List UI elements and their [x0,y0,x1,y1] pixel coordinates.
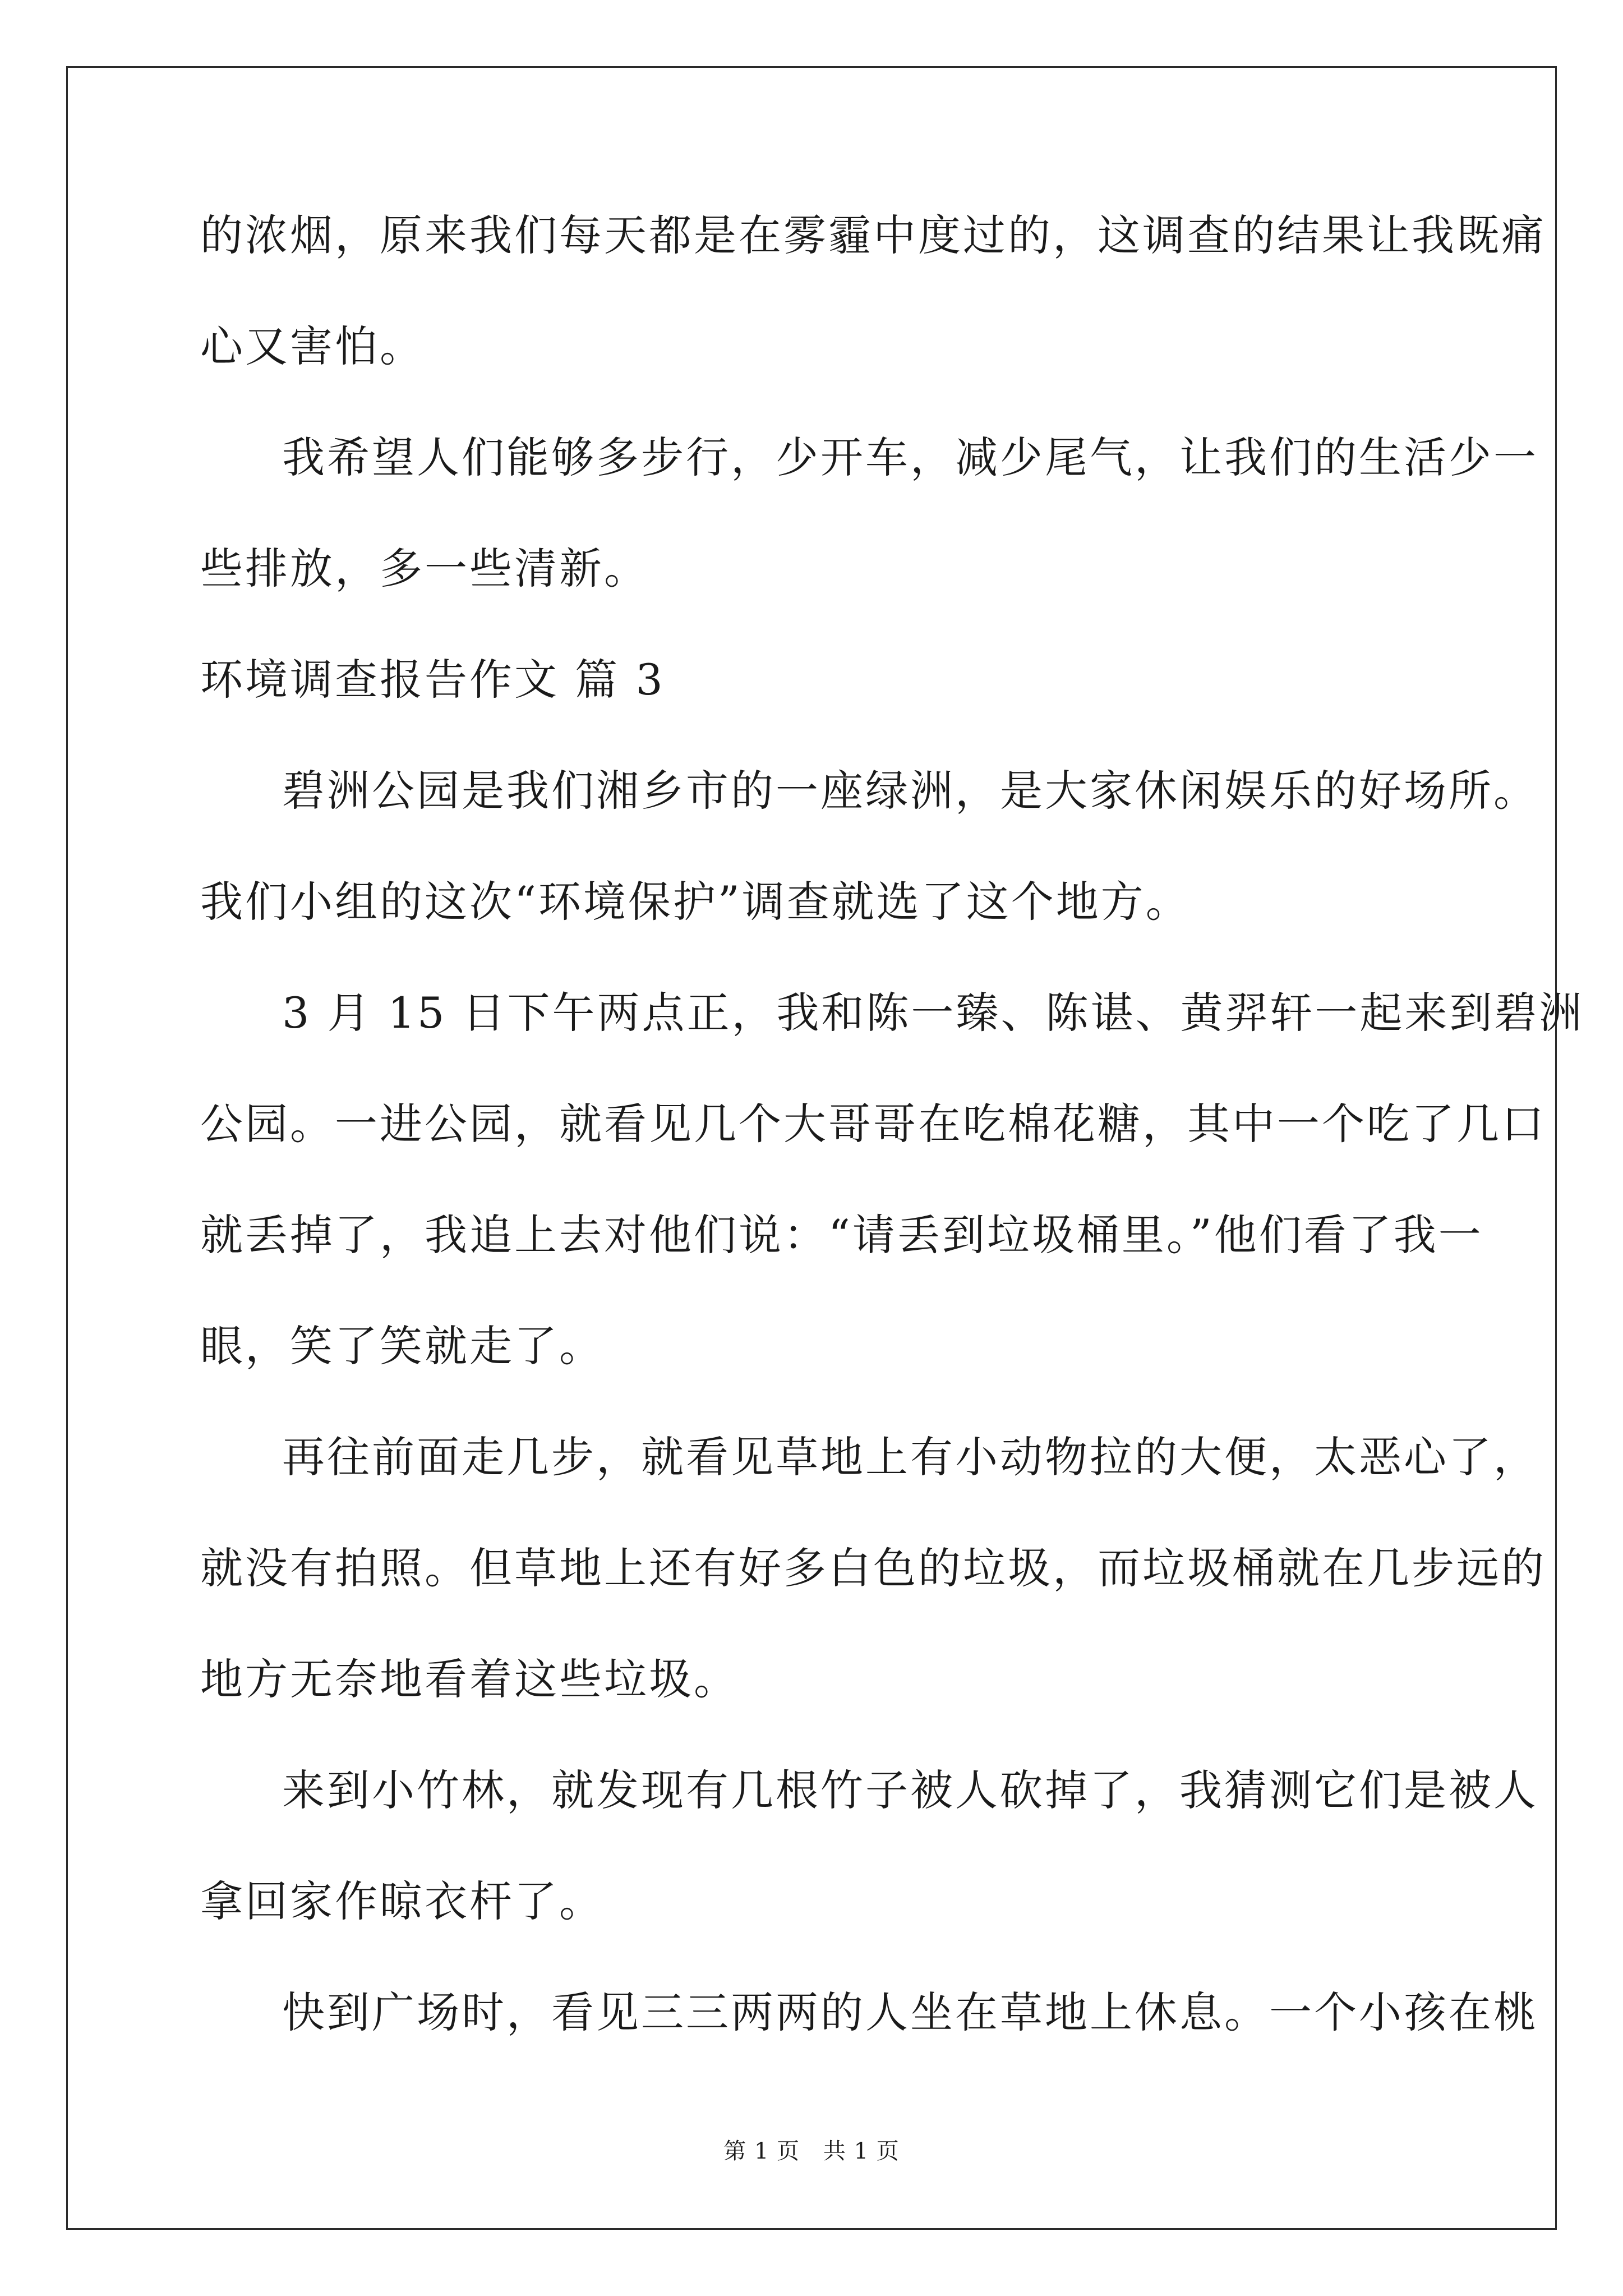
text-line: 眼，笑了笑就走了。 [200,1321,604,1371]
paragraph-start-line: 再往前面走几步，就看见草地上有小动物拉的大便，太恶心了， [282,1432,1538,1482]
page-number: 第 1 页 [723,2138,800,2164]
text-line: 的浓烟，原来我们每天都是在雾霾中度过的，这调查的结果让我既痛 [200,210,1546,260]
text-line: 我们小组的这次“环境保护”调查就选了这个地方。 [200,877,1191,927]
paragraph-start-line: 快到广场时，看见三三两两的人坐在草地上休息。一个小孩在桃 [282,1987,1538,2037]
text-line: 些排放，多一些清新。 [200,544,649,593]
text-line: 地方无奈地看着这些垃圾。 [200,1654,739,1704]
text-line: 公园。一进公园，就看见几个大哥哥在吃棉花糖，其中一个吃了几口 [200,1099,1546,1149]
text-line: 就没有拍照。但草地上还有好多白色的垃圾，而垃圾桶就在几步远的 [200,1543,1546,1593]
paragraph-start-line: 来到小竹林，就发现有几根竹子被人砍掉了，我猜测它们是被人 [282,1765,1538,1815]
text-line: 心又害怕。 [200,321,425,371]
paragraph-start-line: 碧洲公园是我们湘乡市的一座绿洲，是大家休闲娱乐的好场所。 [282,766,1538,816]
section-heading: 环境调查报告作文 篇 3 [200,655,665,705]
page-footer [0,2137,1623,2165]
text-line: 就丢掉了，我追上去对他们说：“请丢到垃圾桶里。”他们看了我一 [200,1210,1483,1260]
paragraph-start-line: 我希望人们能够多步行，少开车，减少尾气，让我们的生活少一 [282,432,1538,482]
paragraph-start-line: 3 月 15 日下午两点正，我和陈一臻、陈谌、黄羿轩一起来到碧洲 [282,988,1584,1038]
text-line: 拿回家作晾衣杆了。 [200,1876,604,1926]
page-total: 共 1 页 [823,2138,900,2164]
